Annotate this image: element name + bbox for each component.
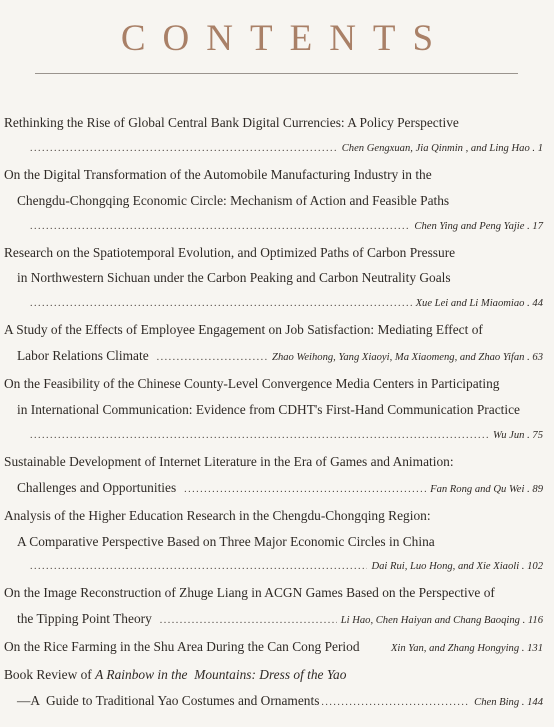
- toc-authors-page: Zhao Weihong, Yang Xiaoyi, Ma Xiaomeng, and Zhao Yifan . 63: [272, 352, 543, 364]
- toc-authors: Dai Rui, Luo Hong, and Xie Xiaoli: [371, 561, 520, 573]
- dot-leader: [30, 291, 412, 317]
- toc-authors: Chen Gengxuan, Jia Qinmin , and Ling Hao: [341, 142, 530, 154]
- dot-leader: [30, 423, 489, 449]
- dot-leader: [160, 608, 337, 634]
- dot-leader: [30, 136, 338, 162]
- toc-title-line: [4, 662, 549, 688]
- toc-title-continued[interactable]: Labor Relations Climate: [17, 348, 149, 364]
- dot-leader: [30, 214, 410, 240]
- toc-page-number[interactable]: 1: [537, 142, 543, 154]
- toc-authors-page: Chen Gengxuan, Jia Qinmin , and Ling Hao . 1: [341, 142, 543, 154]
- toc-title-line: [4, 188, 549, 214]
- toc-title-prefix: Book Review of: [4, 667, 96, 683]
- toc-page-number[interactable]: 116: [527, 615, 543, 627]
- toc-entry[interactable]: [4, 503, 549, 581]
- toc-page-number[interactable]: 144: [527, 696, 543, 708]
- dot-leader: [157, 345, 268, 371]
- toc-title-continued[interactable]: A Comparative Perspective Based on Three Major Economic Circles in China: [17, 533, 435, 549]
- toc-title[interactable]: On the Feasibility of the Chinese County-Level Convergence Media Centers in Participating: [4, 376, 500, 392]
- toc-entry[interactable]: [4, 662, 549, 716]
- toc-entry[interactable]: [4, 371, 549, 449]
- toc-authors-page: Chen Ying and Peng Yajie . 17: [414, 220, 543, 232]
- toc-entry[interactable]: [4, 580, 549, 634]
- toc-authors-page: Fan Rong and Qu Wei . 89: [430, 483, 543, 495]
- toc-authors: Xue Lei and Li Miaomiao: [415, 298, 525, 310]
- toc-title-line: [4, 317, 549, 343]
- dot-leader: [30, 554, 367, 580]
- toc-entry[interactable]: [4, 449, 549, 503]
- toc-authors: Fan Rong and Qu Wei: [430, 483, 525, 495]
- toc-title[interactable]: Research on the Spatiotemporal Evolution, and Optimized Paths of Carbon Pressure: [4, 244, 456, 260]
- toc-authors-page: Chen Bing . 144: [474, 696, 543, 708]
- toc-title-continued[interactable]: —A Guide to Traditional Yao Costumes and Ornaments: [17, 692, 320, 708]
- toc-leader-line: [4, 214, 549, 240]
- toc-authors-page: Dai Rui, Luo Hong, and Xie Xiaoli . 102: [371, 561, 543, 573]
- toc-title-line: [4, 503, 549, 529]
- toc-entry[interactable]: [4, 162, 549, 240]
- toc-title-line: [4, 371, 549, 397]
- toc-title[interactable]: Sustainable Development of Internet Literature in the Era of Games and Animation:: [4, 453, 454, 469]
- toc-title-line: [4, 529, 549, 555]
- table-of-contents: [4, 110, 549, 716]
- toc-leader-line: [4, 343, 549, 371]
- toc-title[interactable]: A Study of the Effects of Employee Engagement on Job Satisfaction: Mediating Effect of: [4, 322, 483, 338]
- toc-title[interactable]: On the Image Reconstruction of Zhuge Liang in ACGN Games Based on the Perspective of: [4, 585, 495, 601]
- toc-title-line: [4, 240, 549, 266]
- toc-title-continued[interactable]: in Northwestern Sichuan under the Carbon Peaking and Carbon Neutrality Goals: [17, 270, 451, 286]
- toc-leader-line: [4, 554, 549, 580]
- toc-title[interactable]: On the Digital Transformation of the Automobile Manufacturing Industry in the: [4, 166, 432, 182]
- toc-leader-line: [4, 475, 549, 503]
- toc-leader-line: [4, 423, 549, 449]
- toc-title-line: [4, 397, 549, 423]
- toc-authors: Li Hao, Chen Haiyan and Chang Baoqing: [340, 615, 520, 627]
- book-title: A Rainbow in the Mountains: Dress of the Yao: [95, 667, 347, 683]
- toc-title-continued[interactable]: in International Communication: Evidence from CDHT's First-Hand Communication Practice: [17, 401, 520, 417]
- toc-title-continued[interactable]: Challenges and Opportunities: [17, 479, 177, 495]
- toc-leader-line: [4, 291, 549, 317]
- toc-authors: Chen Bing: [474, 696, 520, 708]
- toc-page-number[interactable]: 17: [532, 220, 543, 232]
- toc-title[interactable]: [4, 662, 346, 688]
- toc-authors-page: Wu Jun . 75: [492, 429, 543, 441]
- toc-authors-page: Xue Lei and Li Miaomiao . 44: [415, 298, 543, 310]
- dot-leader: [321, 690, 470, 716]
- heading-divider: [35, 73, 518, 74]
- toc-title[interactable]: On the Rice Farming in the Shu Area During the Can Cong Period: [4, 639, 360, 655]
- toc-page-number[interactable]: 89: [532, 483, 543, 495]
- toc-entry[interactable]: [4, 634, 549, 662]
- toc-authors: Chen Ying and Peng Yajie: [414, 220, 525, 232]
- toc-authors: Xin Yan, and Zhang Hongying: [390, 643, 520, 655]
- toc-title[interactable]: Analysis of the Higher Education Research in the Chengdu-Chongqing Region:: [4, 507, 431, 523]
- toc-title-line: [4, 580, 549, 606]
- toc-entry[interactable]: [4, 240, 549, 318]
- dot-leader: [184, 477, 426, 503]
- toc-authors-page: Li Hao, Chen Haiyan and Chang Baoqing . 116: [340, 615, 543, 627]
- toc-authors: Zhao Weihong, Yang Xiaoyi, Ma Xiaomeng, and Zhao Yifan: [272, 352, 525, 364]
- toc-title-line: [4, 110, 549, 136]
- toc-authors: Wu Jun: [492, 429, 525, 441]
- toc-title-line: [4, 634, 549, 662]
- toc-title-continued[interactable]: the Tipping Point Theory: [17, 611, 152, 627]
- toc-page-number[interactable]: 131: [527, 643, 543, 655]
- toc-page-number[interactable]: 102: [527, 561, 543, 573]
- toc-entry[interactable]: [4, 317, 549, 371]
- toc-page-number[interactable]: 63: [532, 352, 543, 364]
- toc-leader-line: [4, 136, 549, 162]
- toc-title-line: [4, 265, 549, 291]
- toc-title[interactable]: Rethinking the Rise of Global Central Bank Digital Currencies: A Policy Perspective: [4, 115, 459, 130]
- toc-leader-line: [4, 606, 549, 634]
- toc-authors-page: Xin Yan, and Zhang Hongying . 131: [390, 643, 543, 655]
- toc-title-continued[interactable]: Chengdu-Chongqing Economic Circle: Mechanism of Action and Feasible Paths: [17, 192, 450, 208]
- toc-leader-line: [4, 688, 549, 716]
- contents-heading: CONTENTS: [120, 18, 451, 59]
- toc-title-line: [4, 449, 549, 475]
- toc-title-line: [4, 162, 549, 188]
- toc-page-number[interactable]: 44: [532, 298, 543, 310]
- toc-page-number[interactable]: 75: [532, 429, 543, 441]
- toc-entry[interactable]: [4, 110, 549, 162]
